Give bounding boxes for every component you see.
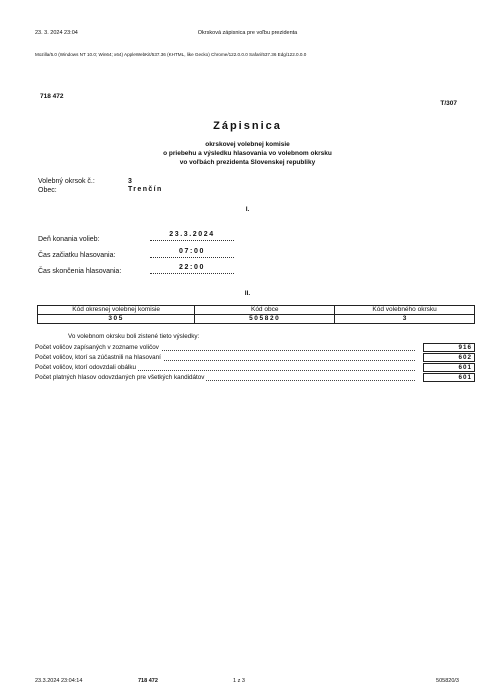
result-label-envelopes: Počet voličov, ktorí odovzdali obálku bbox=[35, 364, 137, 371]
result-row-envelopes bbox=[35, 363, 475, 373]
result-label-registered: Počet voličov zapísaných v zozname voličov bbox=[35, 344, 159, 351]
section-2-heading: II. bbox=[244, 290, 251, 297]
result-label-valid-votes: Počet platných hlasov odovzdaných pre všetkých kandidátov bbox=[35, 374, 205, 381]
result-label-participated: Počet voličov, ktorí sa zúčastnili na hlasovaní bbox=[35, 354, 161, 361]
footer-timestamp: 23.3.2024 23:04:14 bbox=[35, 678, 83, 684]
document-number: 718 472 bbox=[40, 93, 64, 100]
codes-header-voting-district: Kód volebného okrsku bbox=[335, 306, 475, 315]
voting-end-label: Čas skončenia hlasovania: bbox=[38, 268, 122, 275]
codes-value-district-commission: 305 bbox=[38, 315, 195, 324]
codes-header-municipality: Kód obce bbox=[195, 306, 335, 315]
result-row-participated bbox=[35, 353, 475, 363]
subtitle-line-1: okrskovej volebnej komisie bbox=[205, 141, 290, 148]
election-date-label: Deň konania volieb: bbox=[38, 236, 100, 243]
section-1-heading: I. bbox=[245, 206, 250, 213]
print-title: Okrsková zápisnica pre voľbu prezidenta bbox=[197, 30, 298, 36]
voting-end-dotted-line bbox=[150, 273, 234, 274]
result-value-envelopes: 601 bbox=[423, 363, 475, 372]
district-label: Volebný okrsok č.: bbox=[38, 178, 95, 185]
user-agent-string: Mozilla/5.0 (Windows NT 10.0; Win64; x64) AppleWebKit/537.36 (KHTML, like Gecko) Chrome/122.0.0.0 Safari/537.36 Edg/122.0.0.0 bbox=[35, 52, 307, 57]
document-title: Zápisnica bbox=[213, 120, 282, 132]
results-intro: Vo volebnom okrsku boli zistené tieto výsledky: bbox=[68, 333, 200, 340]
subtitle-line-3: vo voľbách prezidenta Slovenskej republiky bbox=[179, 159, 316, 166]
codes-value-municipality: 505820 bbox=[195, 315, 335, 324]
result-row-registered bbox=[35, 343, 475, 353]
subtitle-line-2: o priebehu a výsledku hlasovania vo volebnom okrsku bbox=[163, 150, 332, 157]
voting-end-value: 22:00 bbox=[179, 264, 205, 271]
voting-start-value: 07:00 bbox=[179, 248, 205, 255]
municipality-value: Trenčín bbox=[128, 186, 163, 193]
codes-header-district-commission: Kód okresnej volebnej komisie bbox=[38, 306, 195, 315]
result-value-participated: 602 bbox=[423, 353, 475, 362]
voting-start-dotted-line bbox=[150, 257, 234, 258]
result-value-registered: 916 bbox=[423, 343, 475, 352]
codes-value-voting-district: 3 bbox=[335, 315, 475, 324]
codes-table-value-row bbox=[38, 315, 475, 324]
result-value-valid-votes: 601 bbox=[423, 373, 475, 382]
result-row-valid-votes bbox=[35, 373, 475, 383]
print-timestamp: 23. 3. 2024 23:04 bbox=[35, 30, 78, 36]
district-value: 3 bbox=[128, 178, 132, 185]
election-date-dotted-line bbox=[150, 240, 234, 241]
footer-page-indicator: 1 z 3 bbox=[233, 678, 245, 684]
municipality-label: Obec: bbox=[38, 187, 57, 194]
form-code: T/307 bbox=[440, 100, 457, 107]
footer-code: 505820/3 bbox=[436, 678, 459, 684]
voting-start-label: Čas začiatku hlasovania: bbox=[38, 252, 116, 259]
codes-table-header-row bbox=[38, 306, 475, 315]
election-date-value: 23.3.2024 bbox=[169, 231, 215, 238]
codes-table bbox=[37, 305, 475, 324]
results-list bbox=[35, 343, 475, 383]
footer-document-number: 718 472 bbox=[138, 678, 158, 684]
